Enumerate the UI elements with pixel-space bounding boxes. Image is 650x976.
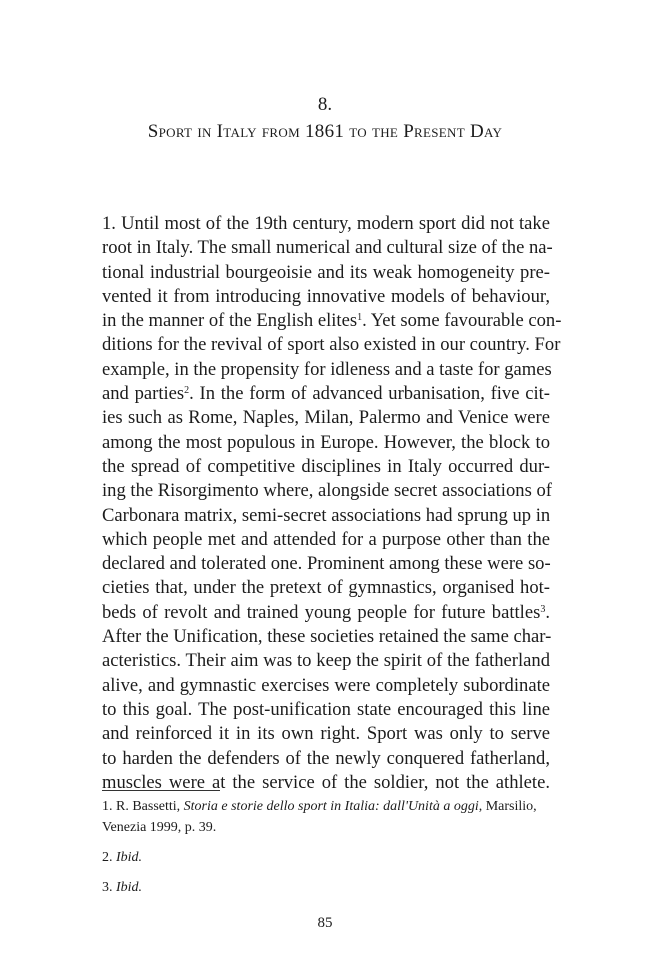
footnote-line (102, 796, 550, 817)
footnotes (102, 796, 550, 907)
footnote-italic-title: Ibid. (116, 850, 143, 865)
footnote-italic-title: Ibid. (116, 880, 143, 895)
footnote-text: 3. (102, 880, 116, 895)
body-line: to harden the defenders of the newly conquered fatherland, (102, 747, 550, 769)
footnote-text: Venezia 1999, p. 39. (102, 820, 217, 835)
footnote-2 (102, 847, 550, 868)
page-number: 85 (317, 915, 333, 931)
body-paragraph (102, 212, 562, 795)
body-line: example, in the propensity for idleness and a taste for games (102, 358, 552, 380)
body-line: the spread of competitive disciplines in Italy occurred dur- (102, 455, 550, 477)
body-line: cieties that, under the pretext of gymnastics, organised hot- (102, 577, 550, 599)
body-line: tional industrial bourgeoisie and its weak homogeneity pre- (102, 261, 550, 283)
body-line: muscles were at the service of the soldier, not the athlete. (102, 771, 550, 793)
body-line: ing the Risorgimento where, alongside secret associations of (102, 480, 552, 502)
footnote-text: 2. (102, 850, 116, 865)
body-line (102, 601, 550, 625)
footnote-text: 1. R. Bassetti, (102, 799, 184, 814)
body-line-tail: . Yet some favourable con- (362, 310, 562, 332)
body-line: to this goal. The post-unification state encouraged this line (102, 698, 550, 720)
body-line: and reinforced it in its own right. Sport was only to serve (102, 723, 550, 745)
body-line: among the most populous in Europe. However, the block to (102, 431, 550, 453)
footnote-reference: 1 (357, 312, 363, 324)
body-line (102, 382, 550, 406)
footnote-reference: 3 (540, 603, 546, 615)
body-line: alive, and gymnastic exercises were completely subordinate (102, 674, 550, 696)
footnote-line (102, 877, 550, 898)
chapter-title: Sport in Italy from 1861 to the Present Day (147, 121, 503, 142)
body-line: ies such as Rome, Naples, Milan, Palermo and Venice were (102, 407, 550, 429)
body-line-text: beds of revolt and trained young people for future battles (102, 601, 541, 623)
body-line-text: in the manner of the English elites (102, 310, 358, 332)
footnote-divider (102, 790, 220, 791)
footnote-reference: 2 (184, 385, 190, 397)
body-line: acteristics. Their aim was to keep the spirit of the fatherland (102, 650, 550, 672)
body-line (102, 309, 562, 333)
body-line-tail: . (545, 601, 550, 623)
body-line: After the Unification, these societies retained the same char- (102, 626, 552, 648)
body-line: which people met and attended for a purpose other than the (102, 528, 550, 550)
body-line: 1. Until most of the 19th century, modern sport did not take (102, 213, 550, 234)
body-line: vented it from introducing innovative models of behaviour, (102, 285, 550, 307)
footnote-line (102, 817, 550, 838)
footnote-1 (102, 796, 550, 838)
footnote-3 (102, 877, 550, 898)
body-line-text: and parties (102, 383, 185, 405)
chapter-number: 8. (317, 94, 333, 115)
body-line: ditions for the revival of sport also existed in our country. For (102, 334, 561, 356)
body-line-tail: . In the form of advanced urbanisation, five cit- (189, 383, 550, 405)
footnote-italic-title: Storia e storie dello sport in Italia: dall'Unità a oggi (183, 799, 479, 814)
footnote-text-tail: , Marsilio, (478, 799, 537, 814)
body-line: declared and tolerated one. Prominent among these were so- (102, 553, 551, 575)
body-line: Carbonara matrix, semi-secret associations had sprung up in (102, 504, 551, 526)
footnote-line (102, 847, 550, 868)
body-line: root in Italy. The small numerical and cultural size of the na- (102, 237, 553, 259)
